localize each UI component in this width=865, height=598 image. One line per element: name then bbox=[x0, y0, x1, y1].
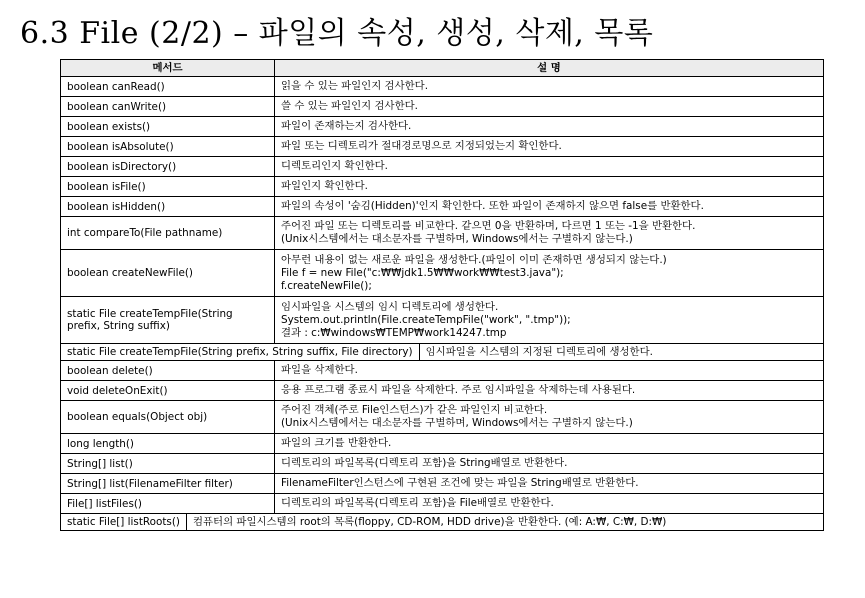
method-name: boolean equals(Object obj) bbox=[61, 401, 275, 434]
method-description bbox=[275, 250, 824, 297]
table-row bbox=[61, 97, 824, 117]
description-line: File f = new File("c:₩₩jdk1.5₩₩work₩₩test3.java"); bbox=[281, 266, 564, 279]
table-row bbox=[61, 514, 824, 531]
method-description bbox=[275, 401, 824, 434]
description-line: 파일 또는 디렉토리가 절대경로명으로 지정되었는지 확인한다. bbox=[281, 140, 562, 152]
table-row bbox=[61, 474, 824, 494]
description-line: 파일인지 확인한다. bbox=[281, 180, 368, 192]
method-description bbox=[275, 474, 824, 494]
description-line: 임시파일을 시스템의 임시 디렉토리에 생성한다. bbox=[281, 300, 499, 313]
method-description bbox=[275, 97, 824, 117]
description-line: 결과 : c:₩windows₩TEMP₩work14247.tmp bbox=[281, 326, 507, 339]
description-line: FilenameFilter인스턴스에 구현된 조건에 맞는 파일을 String배열로 반환한다. bbox=[281, 477, 639, 489]
method-description bbox=[275, 381, 824, 401]
page-title: 6.3 File (2/2) – 파일의 속성, 생성, 삭제, 목록 bbox=[20, 16, 654, 51]
table-row bbox=[61, 137, 824, 157]
method-name: boolean isAbsolute() bbox=[61, 137, 275, 157]
merged-cell bbox=[61, 514, 824, 531]
description-line: 아무런 내용이 없는 새로운 파일을 생성한다.(파일이 이미 존재하면 생성되지 않는다.) bbox=[281, 253, 667, 266]
description-line: 디렉토리의 파일목록(디렉토리 포함)을 String배열로 반환한다. bbox=[281, 457, 568, 469]
method-name: int compareTo(File pathname) bbox=[61, 217, 275, 250]
method-name: boolean canWrite() bbox=[61, 97, 275, 117]
method-description bbox=[275, 297, 824, 344]
method-description bbox=[275, 137, 824, 157]
table-row bbox=[61, 434, 824, 454]
description-line: 디렉토리의 파일목록(디렉토리 포함)을 File배열로 반환한다. bbox=[281, 497, 554, 509]
method-description bbox=[275, 177, 824, 197]
description-line: System.out.println(File.createTempFile("work", ".tmp")); bbox=[281, 313, 571, 326]
description-line: 파일이 존재하는지 검사한다. bbox=[281, 120, 412, 132]
method-name: boolean isDirectory() bbox=[61, 157, 275, 177]
method-name: static File createTempFile(String prefix, String suffix, File directory) bbox=[61, 344, 420, 360]
method-name: boolean isFile() bbox=[61, 177, 275, 197]
description-line: 파일을 삭제한다. bbox=[281, 364, 358, 376]
description-line: 주어진 파일 또는 디렉토리를 비교한다. 같으면 0을 반환하며, 다르면 1 또는 -1을 반환한다. bbox=[281, 220, 696, 232]
table-row bbox=[61, 361, 824, 381]
method-description bbox=[275, 157, 824, 177]
method-name: String[] list(FilenameFilter filter) bbox=[61, 474, 275, 494]
method-name: boolean isHidden() bbox=[61, 197, 275, 217]
table-row bbox=[61, 217, 824, 250]
table-row bbox=[61, 401, 824, 434]
table-row bbox=[61, 117, 824, 137]
method-name: boolean exists() bbox=[61, 117, 275, 137]
method-name: static File[] listRoots() bbox=[61, 514, 187, 530]
method-name: long length() bbox=[61, 434, 275, 454]
method-name: File[] listFiles() bbox=[61, 494, 275, 514]
method-name: String[] list() bbox=[61, 454, 275, 474]
table-row bbox=[61, 177, 824, 197]
description-line: (Unix시스템에서는 대소문자를 구별하며, Windows에서는 구별하지 않는다.) bbox=[281, 233, 633, 245]
description-line: 파일의 속성이 '숨김(Hidden)'인지 확인한다. 또한 파일이 존재하지 않으면 false를 반환한다. bbox=[281, 200, 704, 212]
method-description bbox=[275, 454, 824, 474]
table-row bbox=[61, 77, 824, 97]
table-row bbox=[61, 157, 824, 177]
method-description bbox=[275, 434, 824, 454]
description-line: f.createNewFile(); bbox=[281, 279, 372, 292]
method-description bbox=[275, 117, 824, 137]
method-name: boolean createNewFile() bbox=[61, 250, 275, 297]
method-description bbox=[275, 77, 824, 97]
table-row bbox=[61, 344, 824, 361]
table-header-row bbox=[61, 60, 824, 77]
description-line: 주어진 객체(주로 File인스턴스)가 같은 파일인지 비교한다. bbox=[281, 404, 548, 416]
table-row bbox=[61, 454, 824, 474]
method-name: boolean delete() bbox=[61, 361, 275, 381]
description-line: 파일의 크기를 반환한다. bbox=[281, 437, 392, 449]
table-row bbox=[61, 494, 824, 514]
description-line: 쓸 수 있는 파일인지 검사한다. bbox=[281, 100, 418, 112]
method-name: static File createTempFile(String prefix, String suffix) bbox=[61, 297, 275, 344]
method-description bbox=[275, 361, 824, 381]
table-row bbox=[61, 250, 824, 297]
method-description bbox=[275, 494, 824, 514]
header-description: 설 명 bbox=[275, 60, 824, 77]
table-row bbox=[61, 381, 824, 401]
description-line: 디렉토리인지 확인한다. bbox=[281, 160, 388, 172]
table-row bbox=[61, 297, 824, 344]
method-description bbox=[275, 197, 824, 217]
header-method: 메서드 bbox=[61, 60, 275, 77]
file-methods-table bbox=[60, 59, 824, 531]
method-name: void deleteOnExit() bbox=[61, 381, 275, 401]
description-line: 읽을 수 있는 파일인지 검사한다. bbox=[281, 80, 428, 92]
table-row bbox=[61, 197, 824, 217]
method-description: 컴퓨터의 파일시스템의 root의 목록(floppy, CD-ROM, HDD drive)을 반환한다. (예: A:₩, C:₩, D:₩) bbox=[192, 516, 667, 528]
description-line: 응용 프로그램 종료시 파일을 삭제한다. 주로 임시파일을 삭제하는데 사용된다. bbox=[281, 384, 636, 396]
method-name: boolean canRead() bbox=[61, 77, 275, 97]
merged-cell bbox=[61, 344, 824, 361]
description-line: (Unix시스템에서는 대소문자를 구별하며, Windows에서는 구별하지 않는다.) bbox=[281, 417, 633, 429]
method-description: 임시파일을 시스템의 지정된 디렉토리에 생성한다. bbox=[425, 346, 653, 358]
method-description bbox=[275, 217, 824, 250]
